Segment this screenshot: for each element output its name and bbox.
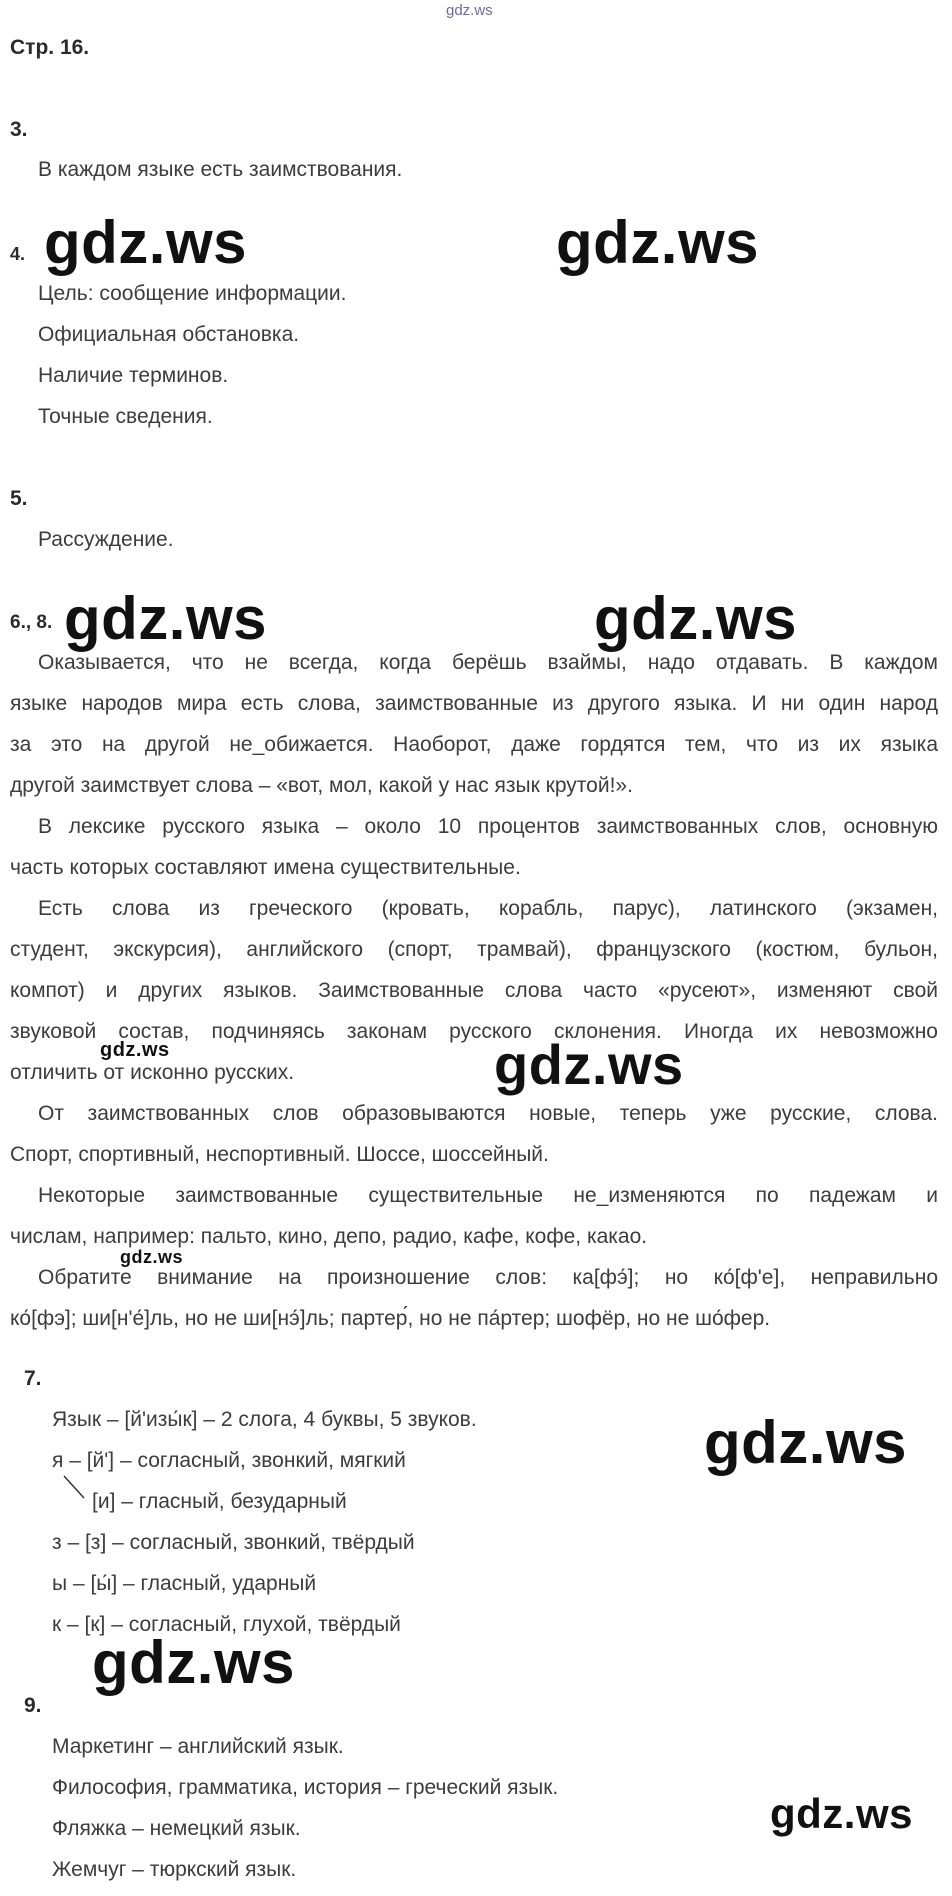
task-6-line: Спорт, спортивный, неспортивный. Шоссе, шоссейный. [10, 1143, 549, 1166]
task-6-line: От заимствованных слов образовываются новые, теперь уже русские, слова. [38, 1102, 938, 1125]
watermark: gdz.ws [44, 209, 248, 276]
task-6-line: числам, например: пальто, кино, депо, радио, кафе, кофе, какао. [10, 1225, 648, 1248]
task-6-line: Обратите внимание на произношение слов: ка[фэ́]; но ко́[ф'е], неправильно [38, 1266, 938, 1289]
task-7-line: я – [й'] – согласный, звонкий, мягкий [52, 1449, 406, 1472]
task-7-number: 7. [24, 1367, 42, 1390]
task-5-number: 5. [10, 487, 28, 510]
watermark: gdz.ws [100, 1039, 170, 1061]
task-9-number: 9. [24, 1694, 42, 1717]
task-4-number: 4. [10, 244, 26, 264]
task-6-line: Есть слова из греческого (кровать, корабль, парус), латинского (экзамен, [38, 897, 938, 920]
watermark: gdz.ws [556, 209, 760, 276]
task-6-line: В лексике русского языка – около 10 процентов заимствованных слов, основную [38, 815, 938, 838]
task-3-text: В каждом языке есть заимствования. [38, 158, 403, 181]
task-6-line: часть которых составляют имена существительные. [10, 856, 521, 879]
task-6-line: отличить от исконно русских. [10, 1061, 295, 1084]
task-6-8-number: 6., 8. [10, 612, 53, 633]
task-7-line: з – [з] – согласный, звонкий, твёрдый [52, 1531, 415, 1554]
task-7-line: ы – [ы́] – гласный, ударный [52, 1572, 317, 1595]
task-9-line: Маркетинг – английский язык. [52, 1735, 344, 1758]
watermark: gdz.ws [494, 1033, 684, 1096]
task-7-line: Язык – [й'изы́к] – 2 слога, 4 буквы, 5 звуков. [52, 1408, 477, 1431]
task-6-line: ко́[фэ]; ши[н'е́]ль, но не ши[нэ́]ль; партер́, но не па́ртер; шофёр, но не шо́фер. [10, 1307, 771, 1330]
task-4-line: Цель: сообщение информации. [38, 282, 347, 305]
task-6-line: студент, экскурсия), английского (спорт, трамвай), французского (костюм, бульон, [10, 938, 938, 961]
watermark: gdz.ws [120, 1247, 184, 1267]
watermark: gdz.ws [770, 1790, 914, 1837]
task-6-line: другой заимствует слова – «вот, мол, какой у нас язык крутой!». [10, 774, 633, 797]
watermark: gdz.ws [594, 585, 798, 652]
task-9-line: Философия, грамматика, история – греческий язык. [52, 1776, 559, 1799]
task-4-line: Точные сведения. [38, 405, 213, 428]
task-7-line: к – [к] – согласный, глухой, твёрдый [52, 1613, 401, 1636]
watermark: gdz.ws [92, 1629, 296, 1696]
task-9-line: Фляжка – немецкий язык. [52, 1817, 301, 1840]
task-6-line: звуковой состав, подчиняясь законам русского склонения. Иногда их невозможно [10, 1020, 938, 1043]
watermark: gdz.ws [64, 585, 268, 652]
page-label: Стр. 16. [10, 36, 90, 59]
task-6-line: компот) и других языков. Заимствованные слова часто «русеют», изменяют свой [10, 979, 938, 1002]
watermark: gdz.ws [704, 1409, 908, 1476]
task-4-line: Официальная обстановка. [38, 323, 300, 346]
task-5-text: Рассуждение. [38, 528, 174, 551]
task-6-line: Некоторые заимствованные существительные не_изменяются по падежам и [38, 1184, 938, 1207]
stroke-connector-icon [60, 1474, 90, 1504]
task-3-number: 3. [10, 118, 28, 141]
task-7-line: [и] – гласный, безударный [92, 1490, 347, 1513]
task-6-line: Оказывается, что не всегда, когда берёшь взаймы, надо отдавать. В каждом [38, 651, 938, 674]
top-watermark: gdz.ws [446, 2, 493, 19]
task-6-line: за это на другой не_обижается. Наоборот, даже гордятся тем, что из их языка [10, 733, 938, 756]
task-4-line: Наличие терминов. [38, 364, 229, 387]
task-9-line: Жемчуг – тюркский язык. [52, 1858, 297, 1881]
task-6-line: языке народов мира есть слова, заимствованные из другого языка. И ни один народ [10, 692, 938, 715]
